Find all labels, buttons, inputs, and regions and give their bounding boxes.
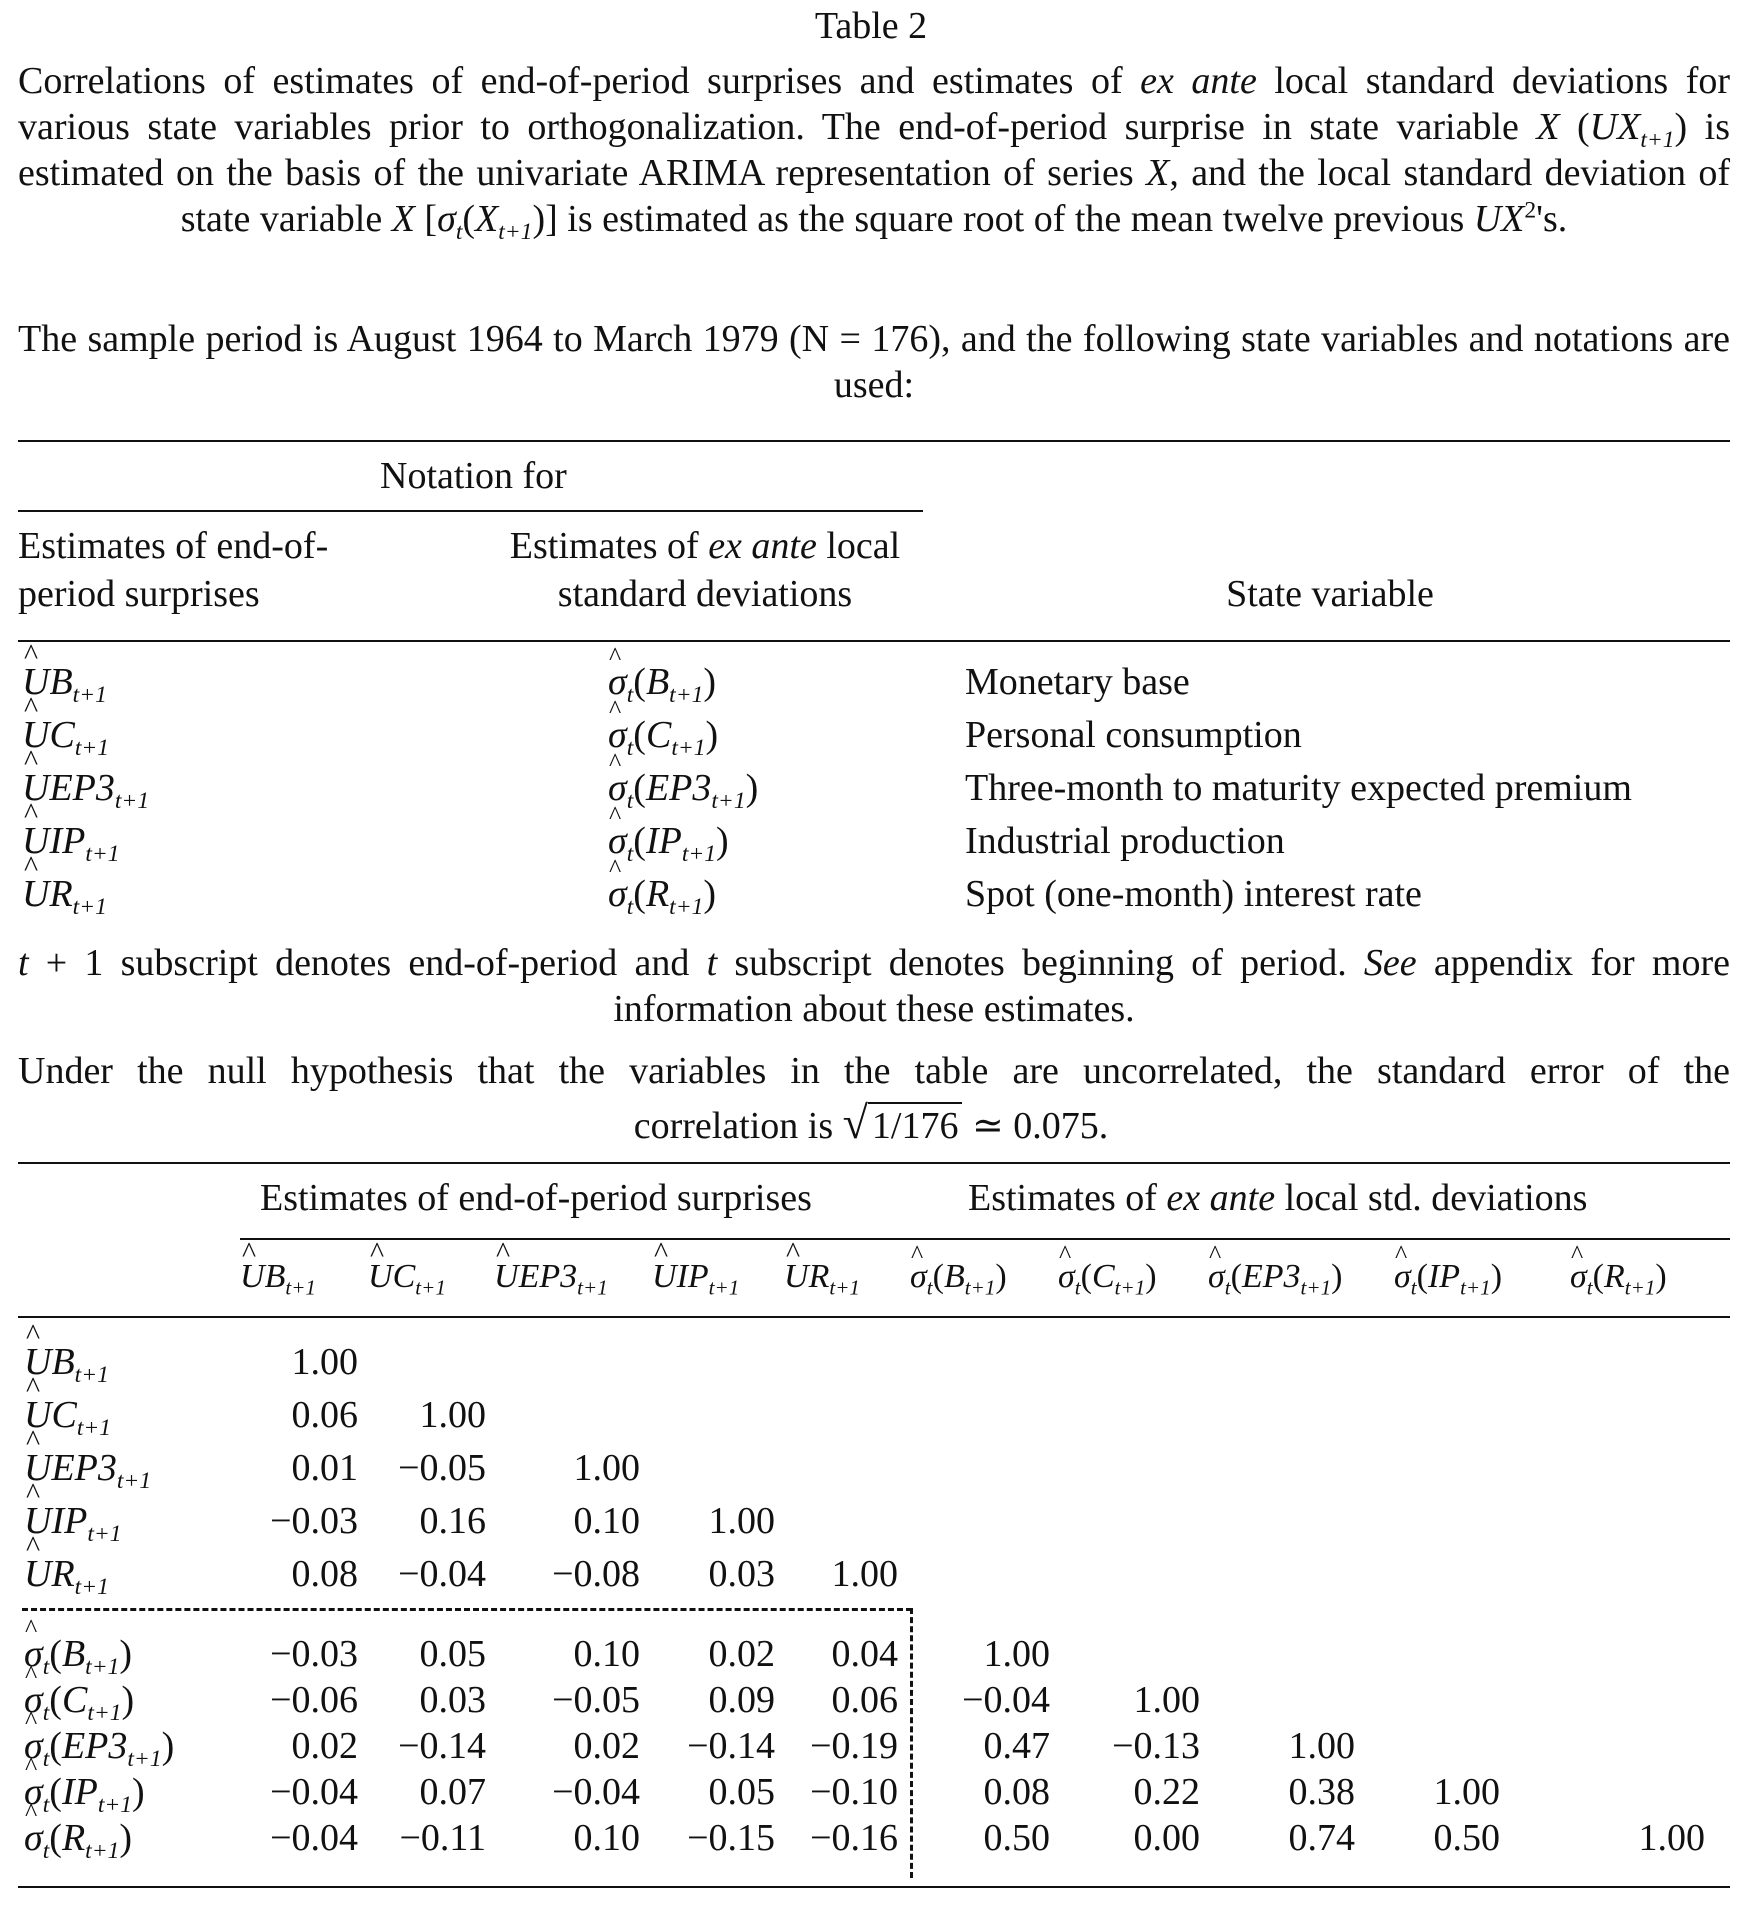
corr-cell: 0.03	[708, 1553, 775, 1595]
corr-cell: 0.07	[419, 1771, 486, 1813]
corr-group-rule	[240, 1238, 1730, 1240]
corr-cell: 0.22	[1133, 1771, 1200, 1813]
corr-cell: 0.47	[983, 1725, 1050, 1767]
notation-group-header: Notation for	[380, 455, 567, 497]
block-divider-vertical	[910, 1608, 913, 1878]
corr-cell: −0.04	[962, 1679, 1050, 1721]
corr-row-label: ^ $UC_{t+1}$	[24, 1393, 111, 1437]
corr-cell: −0.11	[399, 1817, 486, 1859]
corr-cell: 1.00	[708, 1500, 775, 1542]
corr-cell: 0.08	[983, 1771, 1050, 1813]
sample-period-paragraph: The sample period is August 1964 to March 1979 (N = 176), and the following state variables and notations are used:	[18, 318, 1730, 406]
corr-cell: 1.00	[419, 1394, 486, 1436]
corr-cell: 1.00	[1638, 1817, 1705, 1859]
col-header-state: State variable	[1226, 573, 1434, 615]
corr-column-header: ^ $\sigma_t(C_{t+1})$	[1058, 1258, 1157, 1296]
corr-cell: −0.04	[398, 1553, 486, 1595]
corr-cell: 0.02	[708, 1633, 775, 1675]
subscript-note: t + 1 subscript denotes end-of-period and t subscript denotes beginning of period. See appendix for more information about these estimates.	[18, 942, 1730, 1030]
corr-cell: 0.10	[573, 1633, 640, 1675]
standard-error-line	[0, 1096, 1742, 1149]
corr-top-rule	[18, 1162, 1730, 1164]
corr-cell: −0.19	[810, 1725, 898, 1767]
corr-cell: 1.00	[573, 1447, 640, 1489]
group-rule	[18, 510, 923, 512]
corr-row-label: ^ $UR_{t+1}$	[24, 1552, 109, 1596]
corr-cell: 0.01	[291, 1447, 358, 1489]
corr-cell: 0.50	[1433, 1817, 1500, 1859]
corr-column-header: ^ $UC_{t+1}$	[368, 1258, 446, 1296]
corr-cell: 0.10	[573, 1817, 640, 1859]
table-title: Table 2	[814, 5, 928, 47]
notation-sd-cell: ^ $\sigma_t(C_{t+1})$	[608, 713, 718, 757]
standard-error-value: ≃ 0.075.	[962, 1105, 1109, 1147]
corr-column-header: ^ $\sigma_t(IP_{t+1})$	[1394, 1258, 1502, 1296]
corr-row-label: ^ $\sigma_t(IP_{t+1})$	[24, 1770, 145, 1814]
corr-row-label: ^ $UIP_{t+1}$	[24, 1499, 122, 1543]
corr-cell: −0.08	[552, 1553, 640, 1595]
notation-surprise-cell: ^ $UEP3_{t+1}$	[22, 766, 149, 810]
corr-cell: −0.14	[398, 1725, 486, 1767]
corr-cell: 0.09	[708, 1679, 775, 1721]
corr-cell: 0.74	[1288, 1817, 1355, 1859]
corr-cell: 1.00	[1133, 1679, 1200, 1721]
corr-group1-header: Estimates of end-of-period surprises	[260, 1177, 812, 1219]
notation-state-cell: Monetary base	[965, 661, 1190, 703]
corr-cell: 0.10	[573, 1500, 640, 1542]
corr-column-header: ^ $UIP_{t+1}$	[652, 1258, 739, 1296]
sqrt-argument: 1/176	[868, 1102, 963, 1148]
corr-cell: 0.04	[831, 1633, 898, 1675]
null-hypothesis-note: Under the null hypothesis that the variables in the table are uncorrelated, the standard error of the	[18, 1050, 1730, 1092]
corr-cell: −0.04	[552, 1771, 640, 1813]
corr-cell: 0.00	[1133, 1817, 1200, 1859]
corr-row-label: ^ $\sigma_t(R_{t+1})$	[24, 1816, 132, 1860]
corr-row-label: ^ $\sigma_t(EP3_{t+1})$	[24, 1724, 174, 1768]
corr-group2-header: Estimates of ex ante local std. deviations	[968, 1177, 1588, 1219]
corr-column-header: ^ $\sigma_t(B_{t+1})$	[910, 1258, 1007, 1296]
col-header-sd: Estimates of ex ante local standard deviations	[509, 525, 901, 615]
corr-cell: −0.06	[270, 1679, 358, 1721]
corr-cell: 0.06	[291, 1394, 358, 1436]
corr-cell: 0.02	[573, 1725, 640, 1767]
corr-header-rule	[18, 1316, 1730, 1318]
corr-row-label: ^ $UB_{t+1}$	[24, 1340, 109, 1384]
corr-cell: 0.50	[983, 1817, 1050, 1859]
notation-sd-cell: ^ $\sigma_t(EP3_{t+1})$	[608, 766, 758, 810]
corr-cell: 0.05	[708, 1771, 775, 1813]
corr-column-header: ^ $UEP3_{t+1}$	[494, 1258, 608, 1296]
notation-sd-cell: ^ $\sigma_t(IP_{t+1})$	[608, 819, 729, 863]
notation-sd-cell: ^ $\sigma_t(B_{t+1})$	[608, 660, 716, 704]
notation-surprise-cell: ^ $UR_{t+1}$	[22, 872, 107, 916]
top-rule	[18, 440, 1730, 442]
corr-cell: −0.04	[270, 1817, 358, 1859]
corr-cell: −0.15	[687, 1817, 775, 1859]
corr-cell: 0.16	[419, 1500, 486, 1542]
corr-cell: 0.08	[291, 1553, 358, 1595]
corr-column-header: ^ $UB_{t+1}$	[240, 1258, 316, 1296]
corr-cell: 0.05	[419, 1633, 486, 1675]
corr-row-label: ^ $UEP3_{t+1}$	[24, 1446, 151, 1490]
corr-column-header: ^ $UR_{t+1}$	[784, 1258, 860, 1296]
corr-cell: 1.00	[1288, 1725, 1355, 1767]
block-divider-horizontal	[22, 1608, 912, 1611]
notation-state-cell: Three-month to maturity expected premium	[965, 767, 1632, 809]
notation-state-cell: Personal consumption	[965, 714, 1302, 756]
corr-cell: 1.00	[983, 1633, 1050, 1675]
sqrt-icon: √	[842, 1097, 868, 1148]
corr-cell: 1.00	[1433, 1771, 1500, 1813]
caption-paragraph: Correlations of estimates of end-of-period surprises and estimates of ex ante local standard deviations for various state variables prior to orthogonalization. The end-of-period surprise in state variable X $(UX_{t+1})$ is estimated on the basis of the univariate ARIMA representation of series X, and the local standard deviation of state variable X $[\sigma_t(X_{t+1})]$ is estimated as the square root of the mean twelve previous $UX^2's$.	[18, 60, 1731, 246]
corr-cell: −0.14	[687, 1725, 775, 1767]
col-header-surprises: Estimates of end-of-period surprises	[18, 525, 329, 615]
notation-state-cell: Spot (one-month) interest rate	[965, 873, 1422, 915]
corr-row-label: ^ $\sigma_t(C_{t+1})$	[24, 1678, 134, 1722]
correlation-is-label: correlation is	[633, 1105, 843, 1147]
notation-surprise-cell: ^ $UB_{t+1}$	[22, 660, 107, 704]
corr-column-header: ^ $\sigma_t(EP3_{t+1})$	[1208, 1258, 1342, 1296]
notation-state-cell: Industrial production	[965, 820, 1285, 862]
corr-cell: −0.03	[270, 1500, 358, 1542]
corr-cell: 1.00	[291, 1341, 358, 1383]
notation-surprise-cell: ^ $UC_{t+1}$	[22, 713, 109, 757]
corr-cell: 1.00	[831, 1553, 898, 1595]
corr-cell: −0.13	[1112, 1725, 1200, 1767]
corr-cell: 0.38	[1288, 1771, 1355, 1813]
corr-cell: −0.10	[810, 1771, 898, 1813]
corr-cell: −0.05	[552, 1679, 640, 1721]
corr-cell: 0.06	[831, 1679, 898, 1721]
header-rule	[18, 640, 1730, 642]
corr-column-header: ^ $\sigma_t(R_{t+1})$	[1570, 1258, 1667, 1296]
corr-cell: 0.02	[291, 1725, 358, 1767]
corr-cell: −0.04	[270, 1771, 358, 1813]
corr-cell: −0.05	[398, 1447, 486, 1489]
corr-cell: −0.03	[270, 1633, 358, 1675]
corr-row-label: ^ $\sigma_t(B_{t+1})$	[24, 1632, 132, 1676]
corr-cell: 0.03	[419, 1679, 486, 1721]
notation-surprise-cell: ^ $UIP_{t+1}$	[22, 819, 120, 863]
corr-bottom-rule	[18, 1886, 1730, 1888]
notation-sd-cell: ^ $\sigma_t(R_{t+1})$	[608, 872, 716, 916]
corr-cell: −0.16	[810, 1817, 898, 1859]
